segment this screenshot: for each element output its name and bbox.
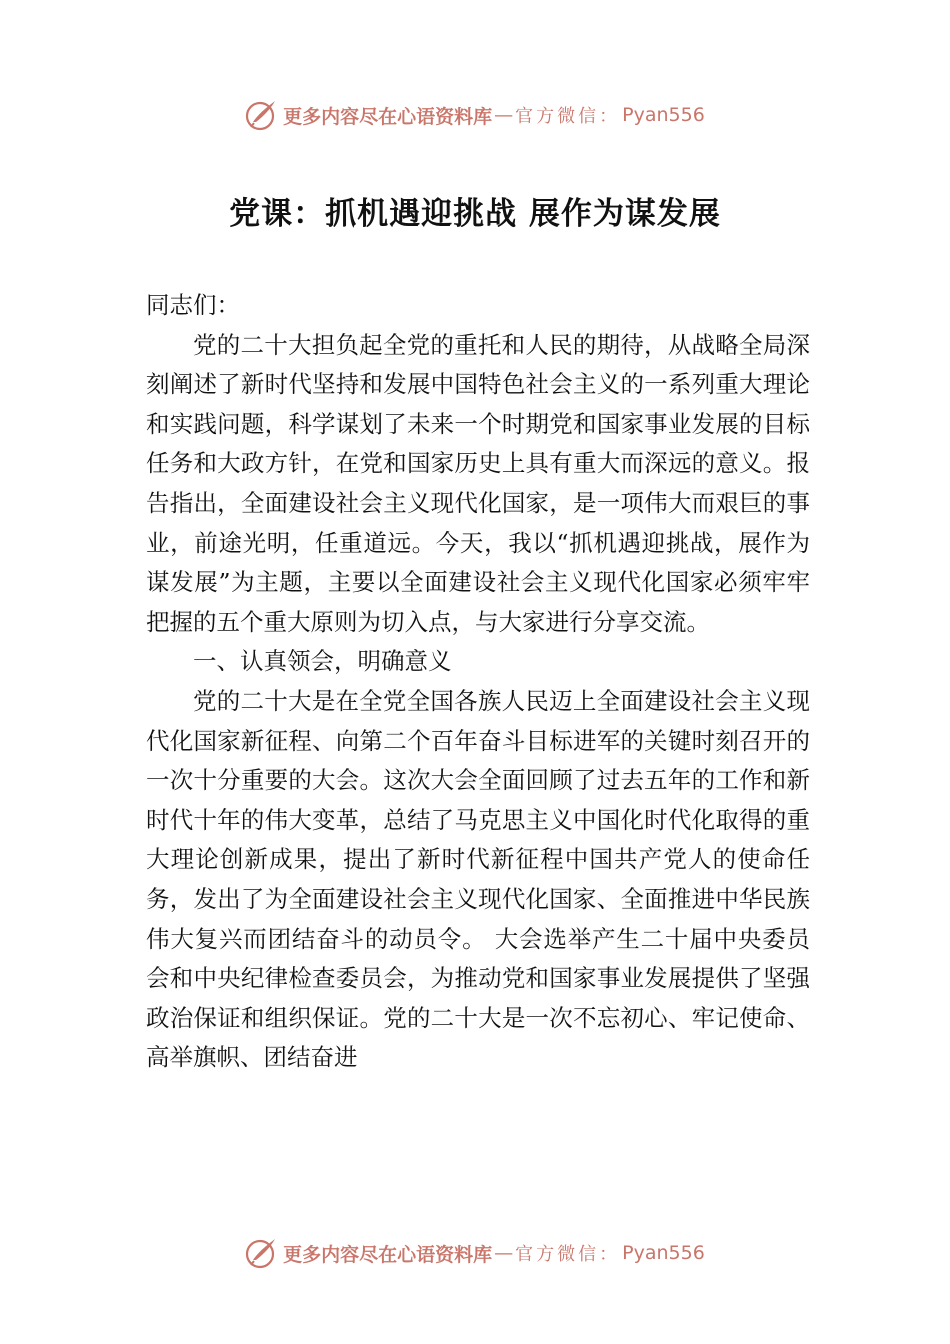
paragraph-intro: 党的二十大担负起全党的重托和人民的期待，从战略全局深刻阐述了新时代坚持和发展中国特色社会主义的一系列重大理论和实践问题，科学谋划了未来一个时期党和国家事业发展的目标任务和大政方针，在党和国家历史上具有重大而深远的意义。报告指出，全面建设社会主义现代化国家，是一项伟大而艰巨的事业，前途光明，任重道远。今天，我以“抓机遇迎挑战，展作为谋发展”为主题，主要以全面建设社会主义现代化国家必须牢牢把握的五个重大原则为切入点，与大家进行分享交流。 bbox=[146, 330, 810, 636]
document-title: 党课：抓机遇迎挑战 展作为谋发展 bbox=[229, 196, 721, 232]
header-watermark bbox=[0, 95, 950, 135]
greeting: 同志们： bbox=[146, 291, 240, 319]
watermark-brand-text: 更多内容尽在心语资料库 bbox=[283, 1243, 493, 1266]
watermark-wechat-label: 官方微信： bbox=[515, 1244, 621, 1265]
watermark-wechat-label: 官方微信： bbox=[515, 106, 621, 127]
quill-pen-icon bbox=[245, 1236, 279, 1270]
footer-watermark bbox=[0, 1233, 950, 1273]
section-heading: 一、认真领会，明确意义 bbox=[193, 647, 452, 676]
watermark-wechat-id: Pyan556 bbox=[622, 1242, 705, 1264]
watermark-separator: — bbox=[494, 1242, 514, 1264]
paragraph-section-1: 党的二十大是在全党全国各族人民迈上全面建设社会主义现代化国家新征程、向第二个百年奋斗目标进军的关键时刻召开的一次十分重要的大会。这次大会全面回顾了过去五年的工作和新时代十年的伟大变革，总结了马克思主义中国化时代化取得的重大理论创新成果，提出了新时代新征程中国共产党人的使命任务，发出了为全面建设社会主义现代化国家、全面推进中华民族伟大复兴而团结奋斗的动员令。 大会选举产生二十届中央委员会和中央纪律检查委员会，为推动党和国家事业发展提供了坚强政治保证和组织保证。党的二十大是一次不忘初心、牢记使命、高举旗帜、团结奋进 bbox=[146, 686, 810, 1072]
watermark-separator: — bbox=[494, 104, 514, 126]
watermark-wechat-id: Pyan556 bbox=[622, 104, 705, 126]
document-body bbox=[146, 286, 810, 1078]
watermark-brand-text: 更多内容尽在心语资料库 bbox=[283, 105, 493, 128]
quill-pen-icon bbox=[245, 98, 279, 132]
